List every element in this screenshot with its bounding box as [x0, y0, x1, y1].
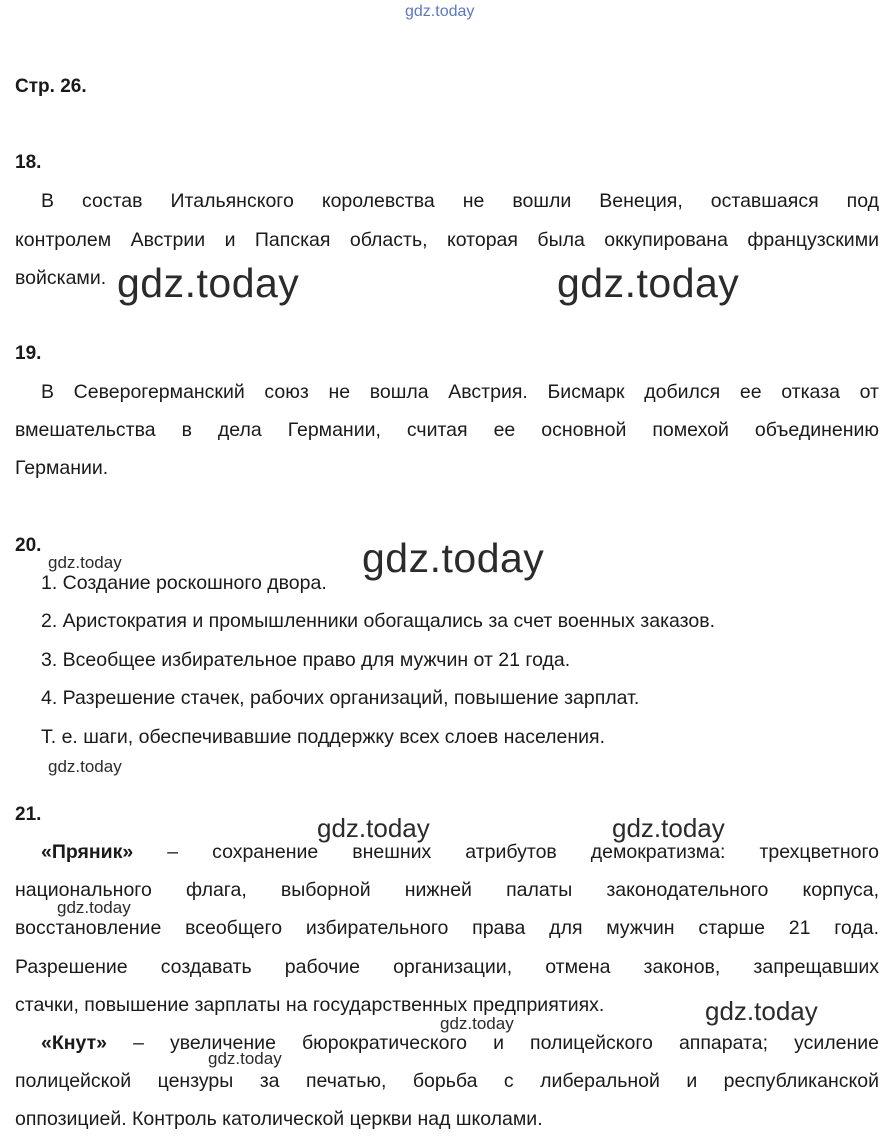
q19-line-3: Германии. — [15, 457, 109, 479]
watermark: gdz.today — [362, 535, 545, 581]
watermark: gdz.today — [705, 996, 818, 1026]
watermark: gdz.today — [208, 1049, 282, 1068]
watermark: gdz.today — [117, 260, 300, 306]
watermark: gdz.today — [557, 260, 740, 306]
pryanik-term: «Пряник» — [41, 841, 134, 863]
q21-p2-line-2: полицейской цензуры за печатью, борьба с либеральной и республиканской — [15, 1070, 879, 1092]
watermark: gdz.today — [440, 1014, 514, 1033]
question-20-number: 20. — [15, 535, 42, 556]
q21-p1-line-1 — [41, 841, 879, 864]
watermark: gdz.today — [317, 813, 430, 843]
question-21-number: 21. — [15, 804, 42, 825]
q19-line-2: вмешательства в дела Германии, считая ее основной помехой объединению — [15, 419, 879, 441]
watermark: gdz.today — [48, 553, 122, 572]
q21-p2-line-1-text: – увеличение бюрократического и полицейского аппарата; усиление — [107, 1032, 879, 1054]
q21-p1-line-3: восстановление всеобщего избирательного права для мужчин старше 21 года. — [15, 917, 879, 939]
q20-item: 3. Всеобщее избирательное право для мужчин от 21 года. — [41, 649, 571, 671]
q20-item: 1. Создание роскошного двора. — [41, 572, 327, 594]
q21-p2-line-1 — [41, 1032, 879, 1055]
q21-p2-line-3: оппозицией. Контроль католической церкви над школами. — [15, 1108, 543, 1130]
q18-line-3: войсками. — [15, 267, 107, 289]
q18-line-2: контролем Австрии и Папская область, которая была оккупирована французскими — [15, 229, 879, 251]
page-label: Стр. 26. — [15, 76, 87, 97]
q21-p1-line-5: стачки, повышение зарплаты на государственных предприятиях. — [15, 994, 605, 1016]
knut-term: «Кнут» — [41, 1032, 108, 1054]
q21-p1-line-1-text: – сохранение внешних атрибутов демократизма: трехцветного — [133, 841, 879, 863]
question-18-number: 18. — [15, 152, 42, 173]
q18-line-1: В состав Итальянского королевства не вошли Венеция, оставшаяся под — [41, 190, 879, 212]
q21-p1-line-4: Разрешение создавать рабочие организации, отмена законов, запрещавших — [15, 956, 879, 978]
q20-summary: Т. е. шаги, обеспечивавшие поддержку всех слоев населения. — [41, 726, 606, 748]
q21-p1-line-2: национального флага, выборной нижней палаты законодательного корпуса, — [15, 879, 879, 901]
watermark: gdz.today — [57, 898, 131, 917]
watermark: gdz.today — [612, 813, 725, 843]
q20-item: 2. Аристократия и промышленники обогащались за счет военных заказов. — [41, 610, 716, 632]
q20-item: 4. Разрешение стачек, рабочих организаций, повышение зарплат. — [41, 687, 640, 709]
question-19-number: 19. — [15, 343, 42, 364]
watermark-top: gdz.today — [405, 3, 475, 20]
q19-line-1: В Северогерманский союз не вошла Австрия. Бисмарк добился ее отказа от — [41, 381, 879, 403]
watermark: gdz.today — [48, 757, 122, 776]
